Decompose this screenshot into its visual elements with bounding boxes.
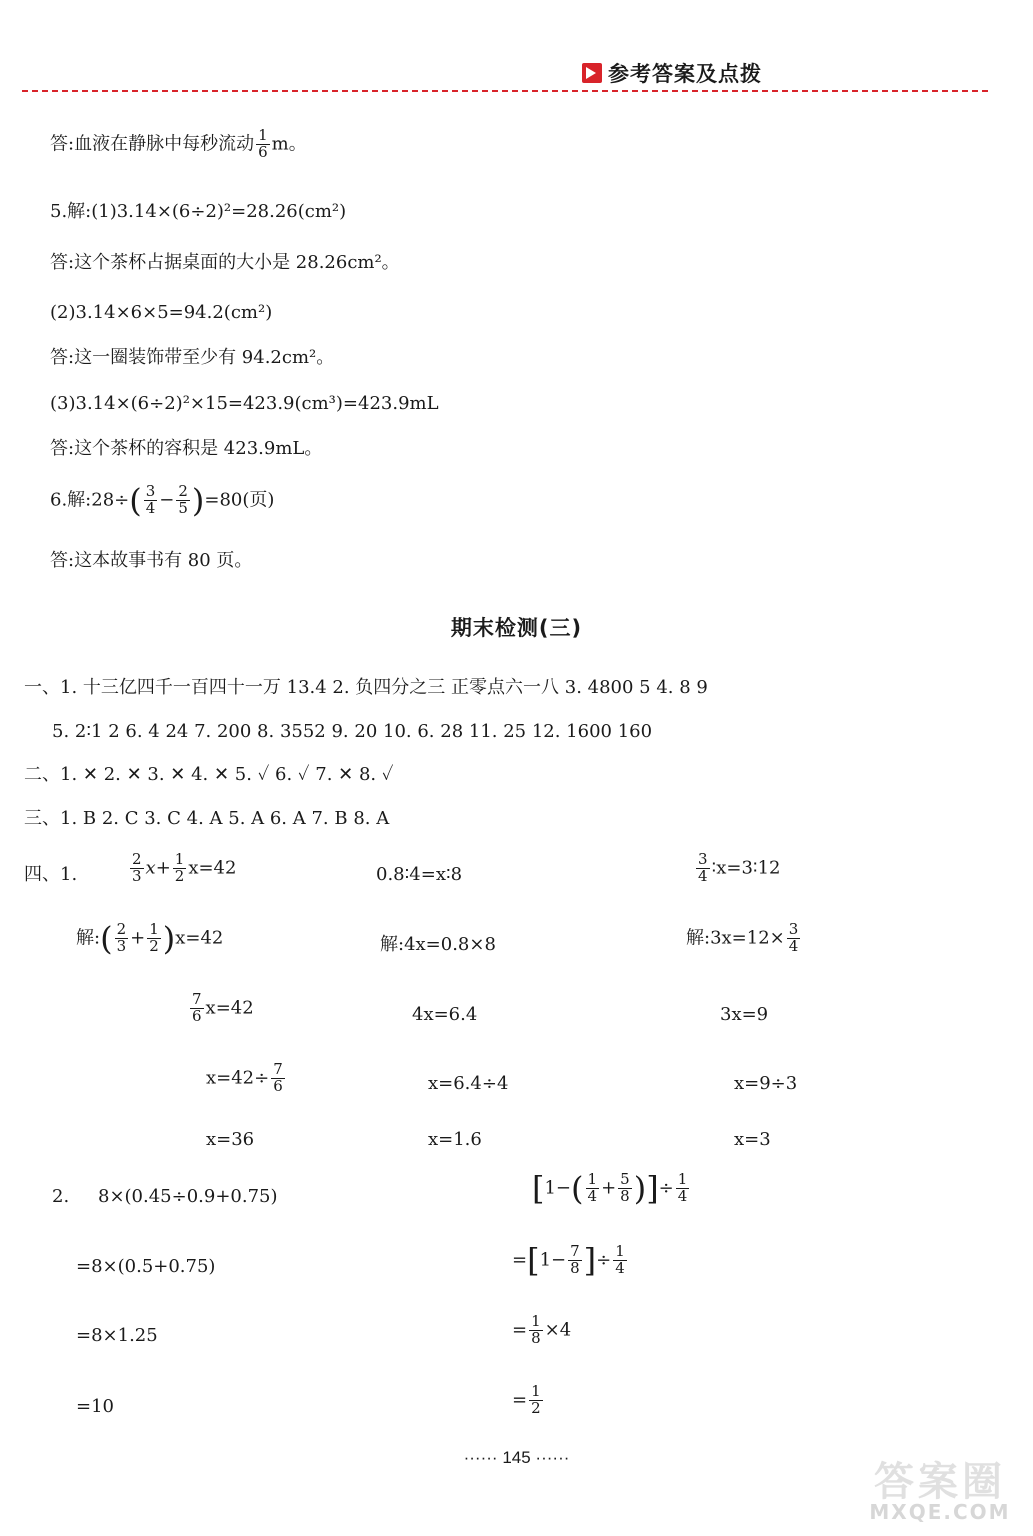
plus-sign: +	[601, 1177, 617, 1199]
watermark-logo	[865, 1459, 1015, 1526]
q5-line-3: (3)3.14×(6÷2)²×15=423.9(cm³)=423.9mL	[50, 393, 439, 414]
eq-b-row-3: 4x=6.4	[412, 1004, 478, 1025]
q6-line	[50, 481, 275, 520]
eq-b-row-5: x=1.6	[428, 1129, 482, 1150]
section-2-judgements: 二、1. ✕ 2. ✕ 3. ✕ 4. ✕ 5. ✓ 6. ✓ 7. ✕ 8. ✓	[24, 764, 394, 785]
section-1-line-1: 一、1. 十三亿四千一百四十一万 13.4 2. 负四分之三 正零点六一八 3. 4800 5 4. 8 9	[24, 677, 708, 698]
paren-close: )	[191, 481, 205, 520]
calc-right-1	[532, 1169, 691, 1208]
eq-result: x=42	[205, 997, 254, 1019]
eq-c-row-1	[694, 852, 781, 885]
eq-c-row-3: 3x=9	[720, 1004, 769, 1025]
answer-unit: m。	[271, 133, 307, 155]
calc-left-4: =10	[76, 1396, 114, 1417]
watermark-line-1: 答案圈	[874, 1459, 1006, 1505]
fraction: $\frac{3}{4}$	[145, 482, 156, 517]
eq-term: ×4	[544, 1319, 572, 1341]
eq-term: x=42÷	[206, 1067, 270, 1089]
header-title: 参考答案及点拨	[608, 62, 762, 86]
fraction: $\frac{2}{3}$	[132, 850, 142, 885]
divide-sign: ÷	[658, 1177, 674, 1199]
calc-label: 2.	[52, 1186, 70, 1207]
eq-term: x+	[145, 857, 171, 879]
eq-result: ∶x=3∶12	[711, 857, 781, 879]
section-1-line-2: 5. 2∶1 2 6. 4 24 7. 200 8. 3552 9. 20 10. 6. 28 11. 25 12. 1600 160	[52, 721, 653, 742]
section-3-choices: 三、1. B 2. C 3. C 4. A 5. A 6. A 7. B 8. A	[24, 808, 390, 829]
fraction: $\frac{1}{4}$	[677, 1170, 688, 1205]
q5-answer-1: 答:这个茶杯占据桌面的大小是 28.26cm²。	[50, 252, 400, 273]
eq-result: x=42	[175, 927, 224, 949]
plus-sign: +	[130, 927, 146, 949]
fraction: $\frac{7}{6}$	[273, 1060, 283, 1095]
fraction: $\frac{1}{2}$	[531, 1382, 541, 1417]
q6-result: =80(页)	[204, 489, 275, 511]
arrow-right-icon	[582, 63, 602, 83]
bracket-open: [	[532, 1169, 545, 1208]
fraction: $\frac{7}{6}$	[192, 990, 202, 1025]
q5-answer-3: 答:这个茶杯的容积是 423.9mL。	[50, 438, 323, 459]
section-title: 期末检测(三)	[450, 616, 583, 640]
eq-result: x=42	[188, 857, 237, 879]
eq-a-row-3	[188, 992, 254, 1025]
eq-b-row-1: 0.8∶4=x∶8	[376, 864, 463, 885]
fraction: $\frac{1}{2}$	[149, 920, 159, 955]
paren-close: )	[162, 919, 176, 958]
calc-right-2	[512, 1241, 629, 1280]
eq-a-row-5: x=36	[206, 1129, 255, 1150]
fraction: $\frac{1}{4}$	[587, 1170, 598, 1205]
q6-answer: 答:这本故事书有 80 页。	[50, 550, 253, 571]
footer-dots-right: ······	[535, 1448, 570, 1467]
answer-text: 答:血液在静脉中每秒流动	[50, 133, 255, 155]
fraction: $\frac{3}{4}$	[698, 850, 708, 885]
calc-left-1: 8×(0.45÷0.9+0.75)	[98, 1186, 278, 1207]
page-number: 145	[502, 1448, 531, 1467]
header-divider	[22, 90, 988, 92]
calc-left-2: =8×(0.5+0.75)	[76, 1256, 216, 1277]
q5-line-2: (2)3.14×6×5=94.2(cm²)	[50, 302, 273, 323]
section-4-label: 四、1.	[24, 864, 78, 885]
header	[582, 58, 762, 88]
fraction: $\frac{1}{2}$	[174, 850, 185, 885]
equals-sign: =	[512, 1249, 528, 1271]
eq-b-row-4: x=6.4÷4	[428, 1073, 509, 1094]
q6-prefix: 6.解:28÷	[50, 489, 130, 511]
eq-term: 解:3x=12×	[686, 927, 785, 949]
equals-sign: =	[512, 1389, 528, 1411]
footer-dots-left: ······	[463, 1448, 498, 1467]
paren-open: (	[129, 481, 142, 520]
eq-b-row-2: 解:4x=0.8×8	[380, 934, 496, 955]
fraction: $\frac{1}{4}$	[615, 1242, 625, 1277]
equals-sign: =	[512, 1319, 528, 1341]
q5-line-1: 5.解:(1)3.14×(6÷2)²=28.26(cm²)	[50, 201, 347, 222]
eq-term: 1−	[544, 1177, 572, 1199]
paren-open: (	[571, 1169, 584, 1208]
eq-term: 1−	[539, 1249, 567, 1271]
eq-c-row-5: x=3	[734, 1129, 771, 1150]
fraction: $\frac{3}{4}$	[788, 920, 799, 955]
eq-c-row-2	[686, 922, 802, 955]
fraction: $\frac{1}{8}$	[531, 1312, 541, 1347]
fraction: $\frac{1}{6}$	[258, 126, 268, 161]
calc-left-3: =8×1.25	[76, 1325, 158, 1346]
paren-close: )	[633, 1169, 647, 1208]
fraction: $\frac{2}{5}$	[178, 482, 188, 517]
eq-c-row-4: x=9÷3	[734, 1073, 798, 1094]
fraction: $\frac{7}{8}$	[570, 1242, 580, 1277]
eq-a-row-1	[128, 852, 236, 885]
fraction: $\frac{5}{8}$	[620, 1170, 630, 1205]
bracket-close: ]	[646, 1169, 659, 1208]
answer-blood-flow	[50, 128, 307, 161]
solve-prefix: 解:	[76, 927, 101, 949]
calc-right-3	[512, 1314, 571, 1347]
bracket-close: ]	[583, 1241, 597, 1280]
watermark-line-2: MXQE.COM	[869, 1500, 1011, 1524]
divide-sign: ÷	[596, 1249, 612, 1271]
calc-right-4	[512, 1384, 545, 1417]
fraction: $\frac{2}{3}$	[116, 920, 127, 955]
minus-sign: −	[159, 489, 175, 511]
eq-a-row-4	[206, 1062, 287, 1095]
q5-answer-2: 答:这一圈装饰带至少有 94.2cm²。	[50, 347, 335, 368]
bracket-open: [	[527, 1241, 540, 1280]
paren-open: (	[100, 919, 113, 958]
eq-a-row-2	[76, 919, 224, 958]
